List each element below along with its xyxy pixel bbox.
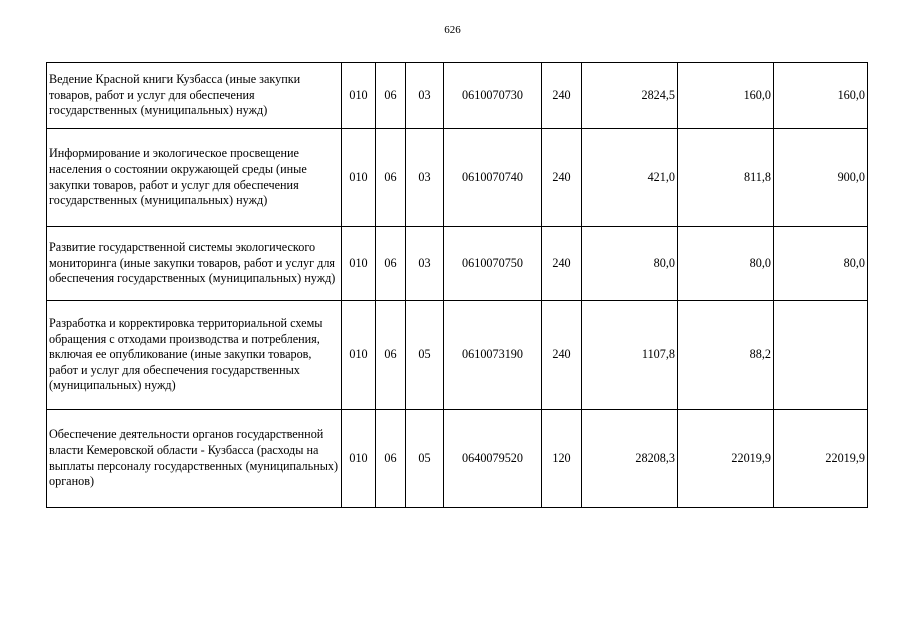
ministry-code: 010 [342,129,376,227]
amount-year-2: 80,0 [678,227,774,301]
expense-type-code: 240 [542,301,582,410]
section-code: 06 [376,63,406,129]
amount-year-1: 421,0 [582,129,678,227]
ministry-code: 010 [342,410,376,508]
table-row [47,410,868,508]
amount-year-1: 2824,5 [582,63,678,129]
row-description: Развитие государственной системы экологического мониторинга (иные закупки товаров, работ и услуг для обеспечения государственных (муниципальных) нужд) [47,227,342,301]
amount-year-3: 22019,9 [774,410,868,508]
ministry-code: 010 [342,63,376,129]
ministry-code: 010 [342,227,376,301]
subsection-code: 03 [406,227,444,301]
row-description: Ведение Красной книги Кузбасса (иные закупки товаров, работ и услуг для обеспечения государственных (муниципальных) нужд) [47,63,342,129]
table-row [47,129,868,227]
section-code: 06 [376,227,406,301]
expense-type-code: 240 [542,227,582,301]
amount-year-2: 160,0 [678,63,774,129]
section-code: 06 [376,410,406,508]
subsection-code: 05 [406,301,444,410]
expense-type-code: 240 [542,63,582,129]
expense-type-code: 240 [542,129,582,227]
table-row [47,63,868,129]
amount-year-3: 900,0 [774,129,868,227]
subsection-code: 03 [406,129,444,227]
subsection-code: 05 [406,410,444,508]
target-article-code: 0610070730 [444,63,542,129]
ministry-code: 010 [342,301,376,410]
budget-table [46,62,868,508]
section-code: 06 [376,129,406,227]
expense-type-code: 120 [542,410,582,508]
amount-year-2: 88,2 [678,301,774,410]
amount-year-3: 160,0 [774,63,868,129]
amount-year-1: 1107,8 [582,301,678,410]
section-code: 06 [376,301,406,410]
page-number: 626 [444,24,461,36]
table-row [47,227,868,301]
row-description: Информирование и экологическое просвещение населения о состоянии окружающей среды (иные закупки товаров, работ и услуг для обеспечения государственных (муниципальных) нужд) [47,129,342,227]
subsection-code: 03 [406,63,444,129]
amount-year-3: 80,0 [774,227,868,301]
amount-year-1: 28208,3 [582,410,678,508]
target-article-code: 0610070750 [444,227,542,301]
target-article-code: 0610070740 [444,129,542,227]
amount-year-2: 22019,9 [678,410,774,508]
amount-year-1: 80,0 [582,227,678,301]
row-description: Разработка и корректировка территориальной схемы обращения с отходами производства и потребления, включая ее опубликование (иные закупки товаров, работ и услуг для обеспечения государственных (муниципальных) нужд) [47,301,342,410]
amount-year-3 [774,301,868,410]
target-article-code: 0610073190 [444,301,542,410]
table-row [47,301,868,410]
target-article-code: 0640079520 [444,410,542,508]
row-description: Обеспечение деятельности органов государственной власти Кемеровской области - Кузбасса (расходы на выплаты персоналу государственных (муниципальных) органов) [47,410,342,508]
amount-year-2: 811,8 [678,129,774,227]
